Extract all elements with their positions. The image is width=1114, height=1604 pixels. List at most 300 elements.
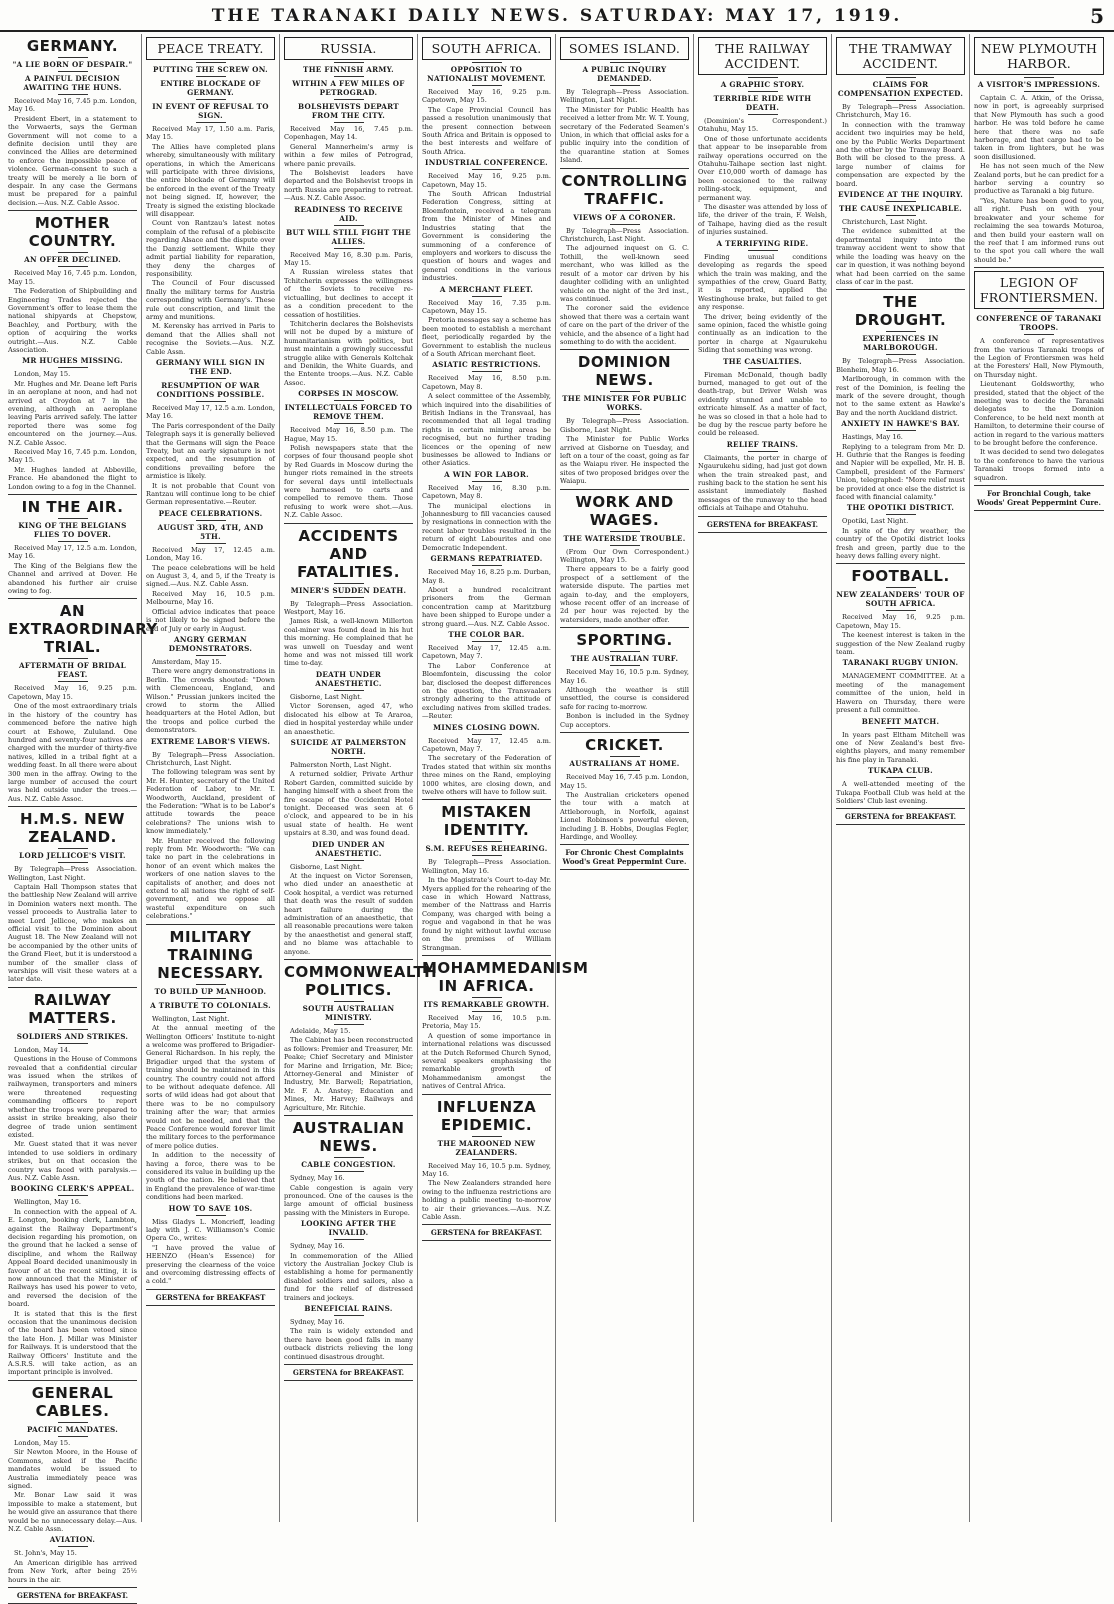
article <box>560 736 689 870</box>
sub-heading: WITHIN A FEW MILES OF PETROGRAD. <box>292 79 405 97</box>
sub-heading: AFTERMATH OF BRIDAL FEAST. <box>18 661 127 680</box>
divider <box>560 168 689 169</box>
divider <box>334 400 364 401</box>
article <box>560 353 689 489</box>
divider <box>1024 334 1054 335</box>
body-paragraph: (Dominion's Correspondent.) Otahuhu, May 15. <box>698 117 827 134</box>
sub-heading: CORPSES IN MOSCOW. <box>298 389 399 399</box>
sub-heading: EXPERIENCES IN MARLBOROUGH. <box>862 334 939 353</box>
divider <box>748 77 778 78</box>
sub-heading: BENEFIT MATCH. <box>861 716 940 726</box>
body-paragraph: The driver, being evidently of the same opinion, faced the whistle going continually as an indication to the porter in charge at Ngaurukehu Siding that something was wrong. <box>698 312 827 355</box>
body-paragraph: Received May 16, 9.25 p.m. Capetown, May 15. <box>422 172 551 189</box>
body-paragraph: James Risk, a well-known Millerton coal-miner was found dead in his hut this morning. He complained that he was unwell on Tuesday and went home and was not missed till work time to-day. <box>284 617 413 668</box>
sub-heading: THE FINNISH ARMY. <box>303 65 394 74</box>
body-paragraph: Received May 16, 7.45 p.m. London, May 15. <box>8 269 137 286</box>
divider <box>196 1215 226 1216</box>
body-paragraph: The rain is widely extended and there have been good falls in many outback districts relieving the long continued disastrous drought. <box>284 1327 413 1361</box>
divider <box>196 62 226 63</box>
divider <box>836 808 965 809</box>
body-paragraph: Opotiki, Last Night. <box>842 517 909 526</box>
divider <box>58 848 88 849</box>
divider <box>196 520 226 521</box>
sub-heading: BENEFICIAL RAINS. <box>304 1303 393 1313</box>
body-paragraph: The keenest interest is taken in the suggestion of the New Zealand rugby team. <box>836 631 965 657</box>
body-paragraph: One of the most extraordinary trials in the history of the country has commenced before the native high court at Eshowe, Zululand. One hundred and seventy-four natives are charged with the murder of thirty-five natives, killed in a tribal fight at a wedding feast. In all there were about 300 men in the affray. Owing to the large number of accused the court was held outside under the trees.—Aus. N.Z. Cable Assoc. <box>8 702 137 803</box>
divider <box>472 371 502 372</box>
divider <box>58 681 88 682</box>
divider <box>472 565 502 566</box>
divider <box>196 998 226 999</box>
sub-heading: CONFERENCE OF TARANAKI TROOPS. <box>976 314 1102 333</box>
sub-heading: A MERCHANT FLEET. <box>439 284 534 294</box>
divider <box>610 414 640 415</box>
sub-heading: AUSTRALIANS AT HOME. <box>569 759 680 769</box>
article <box>8 37 137 211</box>
article-heading: RAILWAY MATTERS. <box>28 990 117 1027</box>
divider <box>422 799 551 800</box>
body-paragraph: Cable congestion is again very pronounced. One of the causes is the large amount of official business passing with the Ministers in Europe. <box>284 1183 413 1217</box>
divider <box>472 841 502 842</box>
divider <box>560 844 689 845</box>
sub-heading: KING OF THE BELGIANS FLIES TO DOVER. <box>18 521 127 540</box>
body-paragraph: A select committee of the Assembly, which inquired into the disabilities of British Indians in the Transvaal, has recommended that all legal trading rights in certain mining areas be recognised, but no further trading licences or the opening of new businesses be allowed to Indians or other Asiatics. <box>422 392 551 468</box>
article-heading: MILITARY TRAINING NECESSARY. <box>157 927 264 982</box>
divider <box>58 541 88 542</box>
body-paragraph: By Telegraph—Press Association. Wellington, Last Night. <box>8 865 137 882</box>
body-paragraph: Claimants, the porter in charge of Ngaurukehu siding, had just got down when the train streaked past, and rushing back to the station he sent his assistant immediately flashed messages of the runaway to the head officials at Taihape and Otahuhu. <box>698 453 827 513</box>
sub-heading: PUTTING THE SCREW ON. <box>153 65 268 74</box>
article <box>8 214 137 495</box>
body-paragraph: Received May 16, 7.45 p.m. London, May 15. <box>8 448 137 465</box>
body-paragraph: Received May 16, 8.25 p.m. Durban, May 8. <box>422 568 551 585</box>
divider <box>334 99 364 100</box>
body-paragraph: By Telegraph—Press Association. Westport, May 16. <box>284 599 413 617</box>
divider <box>748 451 778 452</box>
sub-heading: THE WATERSIDE TROUBLE. <box>563 533 686 543</box>
body-paragraph: Gisborne, Last Night. <box>290 862 362 871</box>
divider <box>974 510 1104 511</box>
article <box>422 958 589 1095</box>
body-paragraph: Mr. Bonar Law said it was impossible to make a statement, but he would give an assurance that there would be no unnecessary delay.—Aus. N.Z. Cable Assn. <box>8 1491 137 1533</box>
body-paragraph: The King of the Belgians flew the Channel and arrived at Dover. He abandoned his further air cruise owing to fog. <box>8 561 137 596</box>
divider <box>8 987 137 988</box>
body-paragraph: The Council of Four discussed finally the military terms for Austria corresponding with Germany's. These rule out conscription, and limit the army and munitions. <box>146 279 275 321</box>
divider <box>472 855 502 856</box>
advertisement: GERSTENA for BREAKFAST. <box>292 1368 405 1377</box>
divider <box>8 210 137 211</box>
divider <box>610 665 640 666</box>
body-paragraph: Captain Hall Thompson states that the battleship New Zealand will arrive in Dominion waters next month. The vessel proceeds to Australia later to meet Lord Jellicoe, who makes an official visit to the Dominion about August 18. The New Zealand will not be accompanied by the other units of the Grand Fleet, but it is understood a number of the smaller class of warships will visit these waters at a later date. <box>8 882 137 984</box>
news-column <box>556 34 694 1522</box>
divider <box>748 114 778 115</box>
advertisement: GERSTENA for BREAKFAST. <box>706 519 819 529</box>
body-paragraph: Received May 17, 12.45 a.m. Capetown, May 7. <box>422 736 551 753</box>
body-paragraph: The Minister for Public Works arrived at Gisborne on Tuesday, and left on a tour of the coast, going as far as the Waiapu river. He inspected the sites of two proposed bridges over the Waiapu. <box>560 435 689 486</box>
sub-heading: RELIEF TRAINS. <box>726 439 799 449</box>
divider <box>334 860 364 861</box>
divider <box>196 401 226 402</box>
divider <box>196 122 226 123</box>
article-heading: CRICKET. <box>585 736 664 755</box>
body-paragraph: He has not seen much of the New Zealand ports, but he can predict for a harbor serving a country so productive as Taranaki a big future. <box>974 162 1104 196</box>
sub-heading: A TRIBUTE TO COLONIALS. <box>150 1000 271 1010</box>
sub-heading: TUKAPA CLUB. <box>868 766 933 776</box>
body-paragraph: By Telegraph—Press Association. Wellington, Last Night. <box>560 88 689 105</box>
divider <box>472 62 502 63</box>
news-column <box>142 34 280 1522</box>
article <box>836 567 965 825</box>
body-paragraph: At the annual meeting of the Wellington Officers' Institute to-night a welcome was proffered to Brigadier-General Richardson. In his reply, the Brigadier urged that the system of training should be maintained in this country. The country could not afford to be without adequate defence. All sorts of wild ideas had got about that there was to be no compulsory training after the war; that armies would not be needed, and that the Peace Conference would forever limit the military forces to the performance of mere police duties. <box>146 1024 275 1150</box>
article <box>560 631 689 733</box>
article <box>560 37 689 169</box>
sub-heading: A GRAPHIC STORY. <box>720 80 805 89</box>
article-heading: SOMES ISLAND. <box>560 37 689 60</box>
divider <box>146 924 275 925</box>
divider <box>472 481 502 482</box>
body-paragraph: In commemoration of the Allied victory the Australian Jockey Club is establishing a home for permanently disabled soldiers and sailors, also a fund for the relief of distressed trainers and jockeys. <box>284 1251 413 1302</box>
body-paragraph: Received May 17, 12.45 a.m. Capetown, May 7. <box>422 643 551 661</box>
sub-heading: MINES CLOSING DOWN. <box>433 722 540 732</box>
news-column <box>4 34 158 1600</box>
sub-heading: TARANAKI RUGBY UNION. <box>842 658 959 668</box>
sub-heading: VIEWS OF A CORONER. <box>573 212 676 222</box>
article <box>836 37 965 290</box>
sub-heading: THE OPOTIKI DISTRICT. <box>846 503 955 513</box>
sub-heading: INTELLECTUALS FORCED TO REMOVE THEM. <box>284 403 413 422</box>
body-paragraph: The Bolshevist leaders have departed and the Bolshevist troops in north Russia are preparing to retreat.—Aus. N.Z. Cable Assoc. <box>284 169 413 203</box>
sub-heading: HOW TO SAVE 10S. <box>168 1203 253 1213</box>
body-paragraph: London, May 15. <box>14 1438 71 1447</box>
masthead <box>0 0 1114 32</box>
sub-heading: "A LIE BORN OF DESPAIR." <box>12 60 133 69</box>
body-paragraph: Received May 16, 10.5 p.m. Sydney, May 16. <box>422 1161 551 1178</box>
article <box>284 37 413 524</box>
article <box>284 963 438 1116</box>
body-paragraph: Amsterdam, May 15. <box>152 657 222 666</box>
divider <box>334 248 364 249</box>
divider <box>472 296 502 297</box>
body-paragraph: There were angry demonstrations in Berlin. The crowds shouted: "Down with Clemenceau, England, and Wilson." Prussian junkers incited the crowd to storm the Allied headquarters at the Hotel Adlon, but the troops and police curbed the demonstrators. <box>146 667 275 735</box>
advertisement: For Chronic Chest Complaints Wood's Great Peppermint Cure. <box>562 848 687 867</box>
advertisement: For Bronchial Cough, take Woods' Great Peppermint Cure. <box>977 489 1101 508</box>
divider <box>334 690 364 691</box>
divider <box>58 94 88 95</box>
divider <box>334 1171 364 1172</box>
divider <box>58 1436 88 1437</box>
body-paragraph: Tchitcherin declares the Bolshevists will not be duped by a mixture of humanitarianism with politics, but must maintain a growingly successful struggle alike with Generals Koltchak and Denikin, the White Guards, and the Entente troops.—Aus. N.Z. Cable Assoc. <box>284 319 413 387</box>
article <box>146 928 275 1306</box>
body-paragraph: Received May 16, 7.35 p.m. Capetown, May 15. <box>422 298 551 315</box>
divider <box>610 391 640 392</box>
article-heading: NEW PLYMOUTH HARBOR. <box>974 37 1104 75</box>
divider <box>58 1029 88 1030</box>
body-paragraph: A conference of representatives from the various Taranaki troops of the Legion of Frontiersmen was held at the Foresters' Hall, New Plymouth, on Thursday night. <box>974 337 1104 379</box>
divider <box>334 1024 364 1025</box>
sub-heading: THE CAUSE INEXPLICABLE. <box>839 204 962 214</box>
sub-heading: RESUMPTION OF WAR CONDITIONS POSSIBLE. <box>156 380 265 399</box>
body-paragraph: It is stated that this is the first occasion that the unanimous decision of the board has been vetoed since the late Hon. J. Millar was Minister for Railways. It is understood that the Railway Officers' Institute and the A.S.R.S. will take action, as an important principle is involved. <box>8 1309 137 1377</box>
sub-heading: THE MAROONED NEW ZEALANDERS. <box>437 1138 536 1157</box>
body-paragraph: Pretoria messages say a scheme has been mooted to establish a merchant fleet, periodically regarded by the Government to establish the nucleus of a South African merchant fleet. <box>422 316 551 358</box>
body-paragraph: Adelaide, May 15. <box>290 1027 351 1036</box>
sub-heading: THE CASUALTIES. <box>723 356 802 366</box>
divider <box>748 368 778 369</box>
body-paragraph: In connection with the appeal of A. E. Longton, booking clerk, Lambton, against the Railway Department's decision regarding his promotion, on the ground that he lacked a sense of discipline, and whom the Railway Appeal Board decided unanimously in favour of at the recent sitting, it is now announced that the Minister of Railways has used his power to veto, and reversed the decision of the board. <box>8 1207 137 1309</box>
divider <box>610 756 640 757</box>
article-heading: GENERAL CABLES. <box>31 1383 114 1420</box>
divider <box>58 71 88 72</box>
divider <box>334 583 364 584</box>
body-paragraph: By Telegraph—Press Association. Christchurch, Last Night. <box>560 226 689 244</box>
body-paragraph: Received May 16, 8.30 p.m. Paris, May 15. <box>284 250 413 268</box>
body-paragraph: In spite of the dry weather, the country of the Opotiki district looks fresh and green, partly due to the heavy dews falling every night. <box>836 526 965 561</box>
sub-heading: S.M. REFUSES REHEARING. <box>425 844 548 854</box>
advertisement: GERSTENA for BREAKFAST. <box>16 1590 129 1600</box>
body-paragraph: Received May 16, 7.45 p.m. London, May 15. <box>560 773 689 790</box>
divider <box>284 1364 413 1365</box>
body-paragraph: By Telegraph—Press Association. Gisborne, Last Night. <box>560 417 689 434</box>
divider <box>886 354 916 355</box>
page-number: 5 <box>1090 4 1104 28</box>
divider <box>58 518 88 519</box>
divider <box>422 1240 551 1241</box>
body-paragraph: The Cape Provincial Council has passed a resolution unanimously that the present connection between South Africa and Britain is opposed to the best interests and welfare of South Africa. <box>422 105 551 156</box>
divider <box>422 1094 551 1095</box>
divider <box>560 349 689 350</box>
sub-heading: PEACE CELEBRATIONS. <box>158 508 263 518</box>
divider <box>886 430 916 431</box>
divider <box>610 85 640 86</box>
sub-heading: ASIATIC RESTRICTIONS. <box>432 360 541 370</box>
news-column <box>832 34 970 1522</box>
article <box>974 37 1104 268</box>
sub-heading: SOUTH AUSTRALIAN MINISTRY. <box>302 1004 395 1023</box>
sub-heading: GERMANS REPATRIATED. <box>430 554 543 564</box>
sub-heading: EVIDENCE AT THE INQUIRY. <box>837 190 964 200</box>
divider <box>974 267 1104 268</box>
body-paragraph: The Federation of Shipbuilding and Engineering Trades rejected the Government's offer to lease them the national shipyards at Chepstow, Beachley, and Portbury, with the option of acquiring the works outright.—Aus. N.Z. Cable Association. <box>8 287 137 354</box>
divider <box>334 122 364 123</box>
divider <box>1024 91 1054 92</box>
body-paragraph: It is not probable that Count von Rantzau will continue long to be chief German representative.—Reuter. <box>146 481 275 507</box>
divider <box>886 77 916 78</box>
body-paragraph: Fireman McDonald, though badly burned, managed to get out of the death-trap, but Driver Welsh was evidently stunned and unable to extricate himself. As a matter of fact, he was so closed in that a hole had to be dug by the rescue party before he could be released. <box>698 370 827 438</box>
body-paragraph: It was decided to send two delegates to the conference to have the various Taranaki troops formed into a squadron. <box>974 448 1104 482</box>
divider <box>1024 77 1054 78</box>
sub-heading: ENTIRE BLOCKADE OF GERMANY. <box>160 79 261 97</box>
advertisement: GERSTENA for BREAKFAST. <box>844 812 957 822</box>
divider <box>748 91 778 92</box>
divider <box>284 1115 413 1116</box>
body-paragraph: Received May 16, 9.25 p.m. Capetown, May 15. <box>422 88 551 105</box>
article-heading: H.M.S. NEW ZEALAND. <box>20 810 125 847</box>
news-columns <box>4 34 1110 1600</box>
divider <box>472 641 502 642</box>
divider <box>560 627 689 628</box>
article-heading: CONTROLLING TRAFFIC. <box>561 171 688 208</box>
divider <box>284 523 413 524</box>
article-heading: AUSTRALIAN NEWS. <box>292 1119 405 1156</box>
body-paragraph: There appears to be a fairly good prospect of a settlement of the waterside dispute. The parties met again to-day, and the employers, whose recent offer of an increase of 2d per hour was rejected by the watersiders, made another offer. <box>560 565 689 624</box>
body-paragraph: The Allies have completed plans whereby, simultaneously with military operations, in which the Americans will participate with three divisions, the entire blockade of Germany will be enforced in the event of the Treaty not being signed. If, however, the Treaty is signed the existing blockade will disappear. <box>146 142 275 219</box>
article <box>8 810 137 988</box>
body-paragraph: Mr. Hughes and Mr. Deane left Paris in an aeroplane at noon, and had not arrived at Croydon at 7 in the evening, although an aeroplane leaving Paris arrived safely. The latter reported there was some fog encountered on the journey.—Aus. N.Z. Cable Assoc. <box>8 379 137 447</box>
body-paragraph: The municipal elections in Johannesburg to fill vacancies caused by resignations in connection with the recent labor troubles resulted in the return of eight Labourites and one Democratic Independent. <box>422 501 551 552</box>
divider <box>472 85 502 86</box>
divider <box>610 531 640 532</box>
sub-heading: ANGRY GERMAN DEMONSTRATORS. <box>168 634 253 653</box>
divider <box>334 1239 364 1240</box>
divider <box>886 610 916 611</box>
divider <box>58 1195 88 1196</box>
body-paragraph: Finding unusual conditions developing as regards the speed which the train was making, and the sympathies of the crew, Guard Batty, it is reported, applied the Westinghouse brake, but failed to get any response. <box>698 252 827 312</box>
divider <box>560 869 689 870</box>
divider <box>748 250 778 251</box>
body-paragraph: M. Kerensky has arrived in Paris to demand that the Allies shall not recognise the Soviets.—Aus. N.Z. Cable Assn. <box>146 322 275 356</box>
body-paragraph: Wellington, Last Night. <box>152 1014 230 1023</box>
sub-heading: PACIFIC MANDATES. <box>26 1424 119 1434</box>
article-heading: RUSSIA. <box>284 37 413 60</box>
body-paragraph: President Ebert, in a statement to the Vorwaerts, says the German Government will not come to a definite decision until they are convinced the Allies are determined to enforce the impossible peace of violence. German-consent to such a treaty will be merely a lie born of despair. In any case the Germans must be prepared for a painful decision.—Aus. N.Z. Cable Assoc. <box>8 114 137 207</box>
divider <box>58 1422 88 1423</box>
body-paragraph: "Yes, Nature has been good to you, all right. Push on with your breakwater and your scheme for reclaiming the sea towards Moturoa, and then build your eastern wall on the reef that I am informed runs out to the spot you call where the wall should be." <box>974 196 1104 264</box>
body-paragraph: Mr. Hunter received the following reply from Mr. Woodworth: "We can take no part in the celebrations in honor of an event which makes the workers of one nation slaves to the capitalists of another, and does not extend to all nations the right of self-government, and we oppose all wasteful expenditure on such celebrations." <box>146 836 275 921</box>
body-paragraph: The Minister for Public Health has received a letter from Mr. W. T. Young, secretary of the Federated Seamen's Union, in which that official asks for a public inquiry into the condition of the quarantine station at Somes Island. <box>560 105 689 165</box>
article <box>836 293 965 564</box>
body-paragraph: Bonbon is included in the Sydney Cup acceptors. <box>560 712 689 729</box>
body-paragraph: Lieutenant Goldsworthy, who presided, stated that the object of the meeting was to decide the Taranaki delegates to the Dominion Conference, to be held next month at Hamilton, to determine their course of action in regard to the various matters to be brought before the conference. <box>974 380 1104 447</box>
body-paragraph: The Cabinet has been reconstructed as follows: Premier and Treasurer, Mr. Peake; Chief Secretary and Minister for Marine and Irrigation, Mr. Bice; Attorney-General and Minister of Industry, Mr. Barwell; Repatriation, Mr. F. A. Anstey; Education and Mines, Mr. Harvey; Railways and Agriculture, Mr. Ritchie. <box>284 1036 413 1112</box>
divider <box>146 1305 275 1306</box>
divider <box>8 806 137 807</box>
divider <box>836 289 965 290</box>
article <box>284 1119 413 1381</box>
sub-heading: READINESS TO RECEIVE AID. <box>294 204 403 223</box>
body-paragraph: "I have proved the value of HEENZO (Hean's Essence) for preserving the clearness of the voice and overcoming distressing effects of a cold." <box>146 1243 275 1286</box>
article <box>146 37 275 925</box>
divider <box>8 1587 137 1588</box>
body-paragraph: In years past Eltham Mitchell was one of New Zealand's best five-eighths players, and many remember his fine play in Taranaki. <box>836 730 965 764</box>
sub-heading: DIED UNDER AN ANAESTHETIC. <box>312 839 385 858</box>
divider <box>196 76 226 77</box>
article-heading: MOTHER COUNTRY. <box>28 214 117 251</box>
news-column <box>970 34 1108 1522</box>
article-heading: PEACE TREATY. <box>146 37 275 60</box>
sub-heading: MR HUGHES MISSING. <box>22 356 123 366</box>
divider <box>58 862 88 863</box>
divider <box>58 57 88 58</box>
body-paragraph: London, May 15. <box>14 370 71 379</box>
sub-heading: AVIATION. <box>49 1535 96 1545</box>
divider <box>58 658 88 659</box>
body-paragraph: Received May 16, 7.45 p.m. Copenhagen, May 14. <box>284 125 413 142</box>
body-paragraph: The Australian cricketers opened the tour with a match at Attleborough, in Norfolk, against Lionel Robinson's powerful eleven, including J. B. Hobbs, Douglas Fegler, Hardinge, and Woolley. <box>560 790 689 841</box>
divider <box>836 563 965 564</box>
body-paragraph: A returned soldier, Private Arthur Robert Garden, committed suicide by hanging himself with a sheet from the fire escape of the Occidental Hotel tonight. Deceased was seen at 6 o'clock, and appeared to be in his usual state of health. He went upstairs at 8.30, and was found dead. <box>284 770 413 838</box>
body-paragraph: Received May 17, 12.45 a.m. London, May 16. <box>146 545 275 563</box>
divider <box>284 1380 413 1381</box>
divider <box>334 225 364 226</box>
sub-heading: LORD JELLICOE'S VISIT. <box>19 851 126 861</box>
body-paragraph: Sydney, May 16. <box>290 1174 345 1183</box>
body-paragraph: One of those unfortunate accidents that appear to be inseparable from railway operations occurred on the Otahuhu-Taihape section last night. Over £10,000 worth of damage has been occasioned to the railway rolling-stock, equipment, and permanent way. <box>698 134 827 202</box>
divider <box>610 545 640 546</box>
divider <box>886 514 916 515</box>
sub-heading: OPPOSITION TO NATIONALIST MOVEMENT. <box>427 65 546 83</box>
body-paragraph: St. John's, May 15. <box>14 1549 77 1558</box>
sub-heading: MINER'S SUDDEN DEATH. <box>290 585 407 595</box>
body-paragraph: Received May 16, 8.30 p.m. Capetown, May 8. <box>422 483 551 501</box>
sub-heading: THE MINISTER FOR PUBLIC WORKS. <box>562 394 687 413</box>
article <box>8 602 158 807</box>
divider <box>886 669 916 670</box>
divider <box>58 1546 88 1547</box>
article <box>284 527 413 960</box>
sub-heading: CLAIMS FOR COMPENSATION EXPECTED. <box>837 80 964 98</box>
sub-heading: A TERRIFYING RIDE. <box>716 238 809 248</box>
body-paragraph: Questions in the House of Commons revealed that a confidential circular was issued when the strikes of railwaymen, transporters and miners were threatened requesting commanding officers to report whether the troops were prepared to assist in strike breaking, also their degree of trade union sentiment existed. <box>8 1055 137 1139</box>
divider <box>334 1315 364 1316</box>
article-heading: MISTAKEN IDENTITY. <box>441 803 532 840</box>
sub-heading: LOOKING AFTER THE INVALID. <box>300 1219 397 1238</box>
body-paragraph: The Paris correspondent of the Daily Telegraph says it is generally believed that the Germans will sign the Peace Treaty, but an early signature is not expected, and the resumption of conditions prevailing before the armistice is likely. <box>146 421 275 481</box>
body-paragraph: Received May 16, 10.5 p.m. Pretoria, May 15. <box>422 1013 551 1031</box>
sub-heading: A WIN FOR LABOR. <box>444 469 529 479</box>
body-paragraph: Although the weather is still unsettled, the course is considered safe for racing to-morrow. <box>560 686 689 711</box>
divider <box>196 378 226 379</box>
divider <box>196 99 226 100</box>
body-paragraph: Polish newspapers state that the corpses of four thousand people shot by Red Guards in Moscow during the hunger riots remained in the streets for several days until intellectuals were harnessed to carts and compelled to remove them. Those refusing to work were shot.—Aus. N.Z. Cable Assoc. <box>284 443 413 520</box>
body-paragraph: MANAGEMENT COMMITTEE. At a meeting of the management committee of the union, held in Hawera on Thursday, there were present a full committee. <box>836 672 965 715</box>
sub-heading: A VISITOR'S IMPRESSIONS. <box>977 80 1101 89</box>
divider <box>886 100 916 101</box>
body-paragraph: In connection with the tramway accident two inquiries may be held, one by the Public Works Department and the other by the Tramway Board. Both will be closed to the press. A large number of claims for compensation are expected by the board. <box>836 120 965 188</box>
body-paragraph: Received May 16, 8.50 p.m. The Hague, May 15. <box>284 426 413 443</box>
article <box>560 493 689 629</box>
body-paragraph: The following telegram was sent by Mr. H. Hunter, secretary of the United Federation of Labor, to Mr. T. Woodworth, Auckland, president of the Federation: "What is to be Labor's attitude towards the peace celebrations? The unions wish to know immediately." <box>146 768 275 836</box>
sub-heading: A PAINFUL DECISION AWAITING THE HUNS. <box>23 74 122 92</box>
divider <box>8 598 137 599</box>
divider <box>974 485 1104 486</box>
article <box>422 1098 551 1242</box>
divider <box>610 210 640 211</box>
divider <box>334 76 364 77</box>
divider <box>196 984 226 985</box>
sub-heading: BOOKING CLERK'S APPEAL. <box>10 1184 135 1194</box>
divider <box>58 367 88 368</box>
body-paragraph: (From Our Own Correspondent.) Wellington, May 15. <box>560 547 689 564</box>
masthead-title: THE TARANAKI DAILY NEWS. SATURDAY: MAY 17, 1919. <box>211 6 903 26</box>
sub-heading: SOLDIERS AND STRIKES. <box>16 1031 129 1041</box>
sub-heading: TO BUILD UP MANHOOD. <box>154 986 267 996</box>
body-paragraph: London, May 14. <box>14 1045 71 1054</box>
divider <box>698 532 827 533</box>
body-paragraph: An American dirigible has arrived from New York, after being 25½ hours in the air. <box>8 1558 137 1584</box>
article-heading: WORK AND WAGES. <box>575 492 674 529</box>
divider <box>196 748 226 749</box>
body-paragraph: Received May 16, 7.45 p.m. London, May 16. <box>8 97 137 114</box>
body-paragraph: The secretary of the Federation of Trades stated that within six months three mines on the Rand, employing 1000 whites, are closing down, and twelve others will have to follow suit. <box>422 754 551 797</box>
sub-heading: TERRIBLE RIDE WITH DEATH. <box>713 94 812 112</box>
divider <box>334 758 364 759</box>
sub-heading: GERMANY WILL SIGN IN THE END. <box>155 357 266 376</box>
divider <box>886 201 916 202</box>
divider <box>58 1043 88 1044</box>
body-paragraph: Captain C. A. Atkin, of the Orissa, now in port, is agreeably surprised that New Plymouth has such a good harbor. He was told before he came here that there was no safe harborage, and that cargo had to be taken in from lighters, but he was soon disillusioned. <box>974 94 1104 161</box>
divider <box>196 655 226 656</box>
divider <box>560 732 689 733</box>
